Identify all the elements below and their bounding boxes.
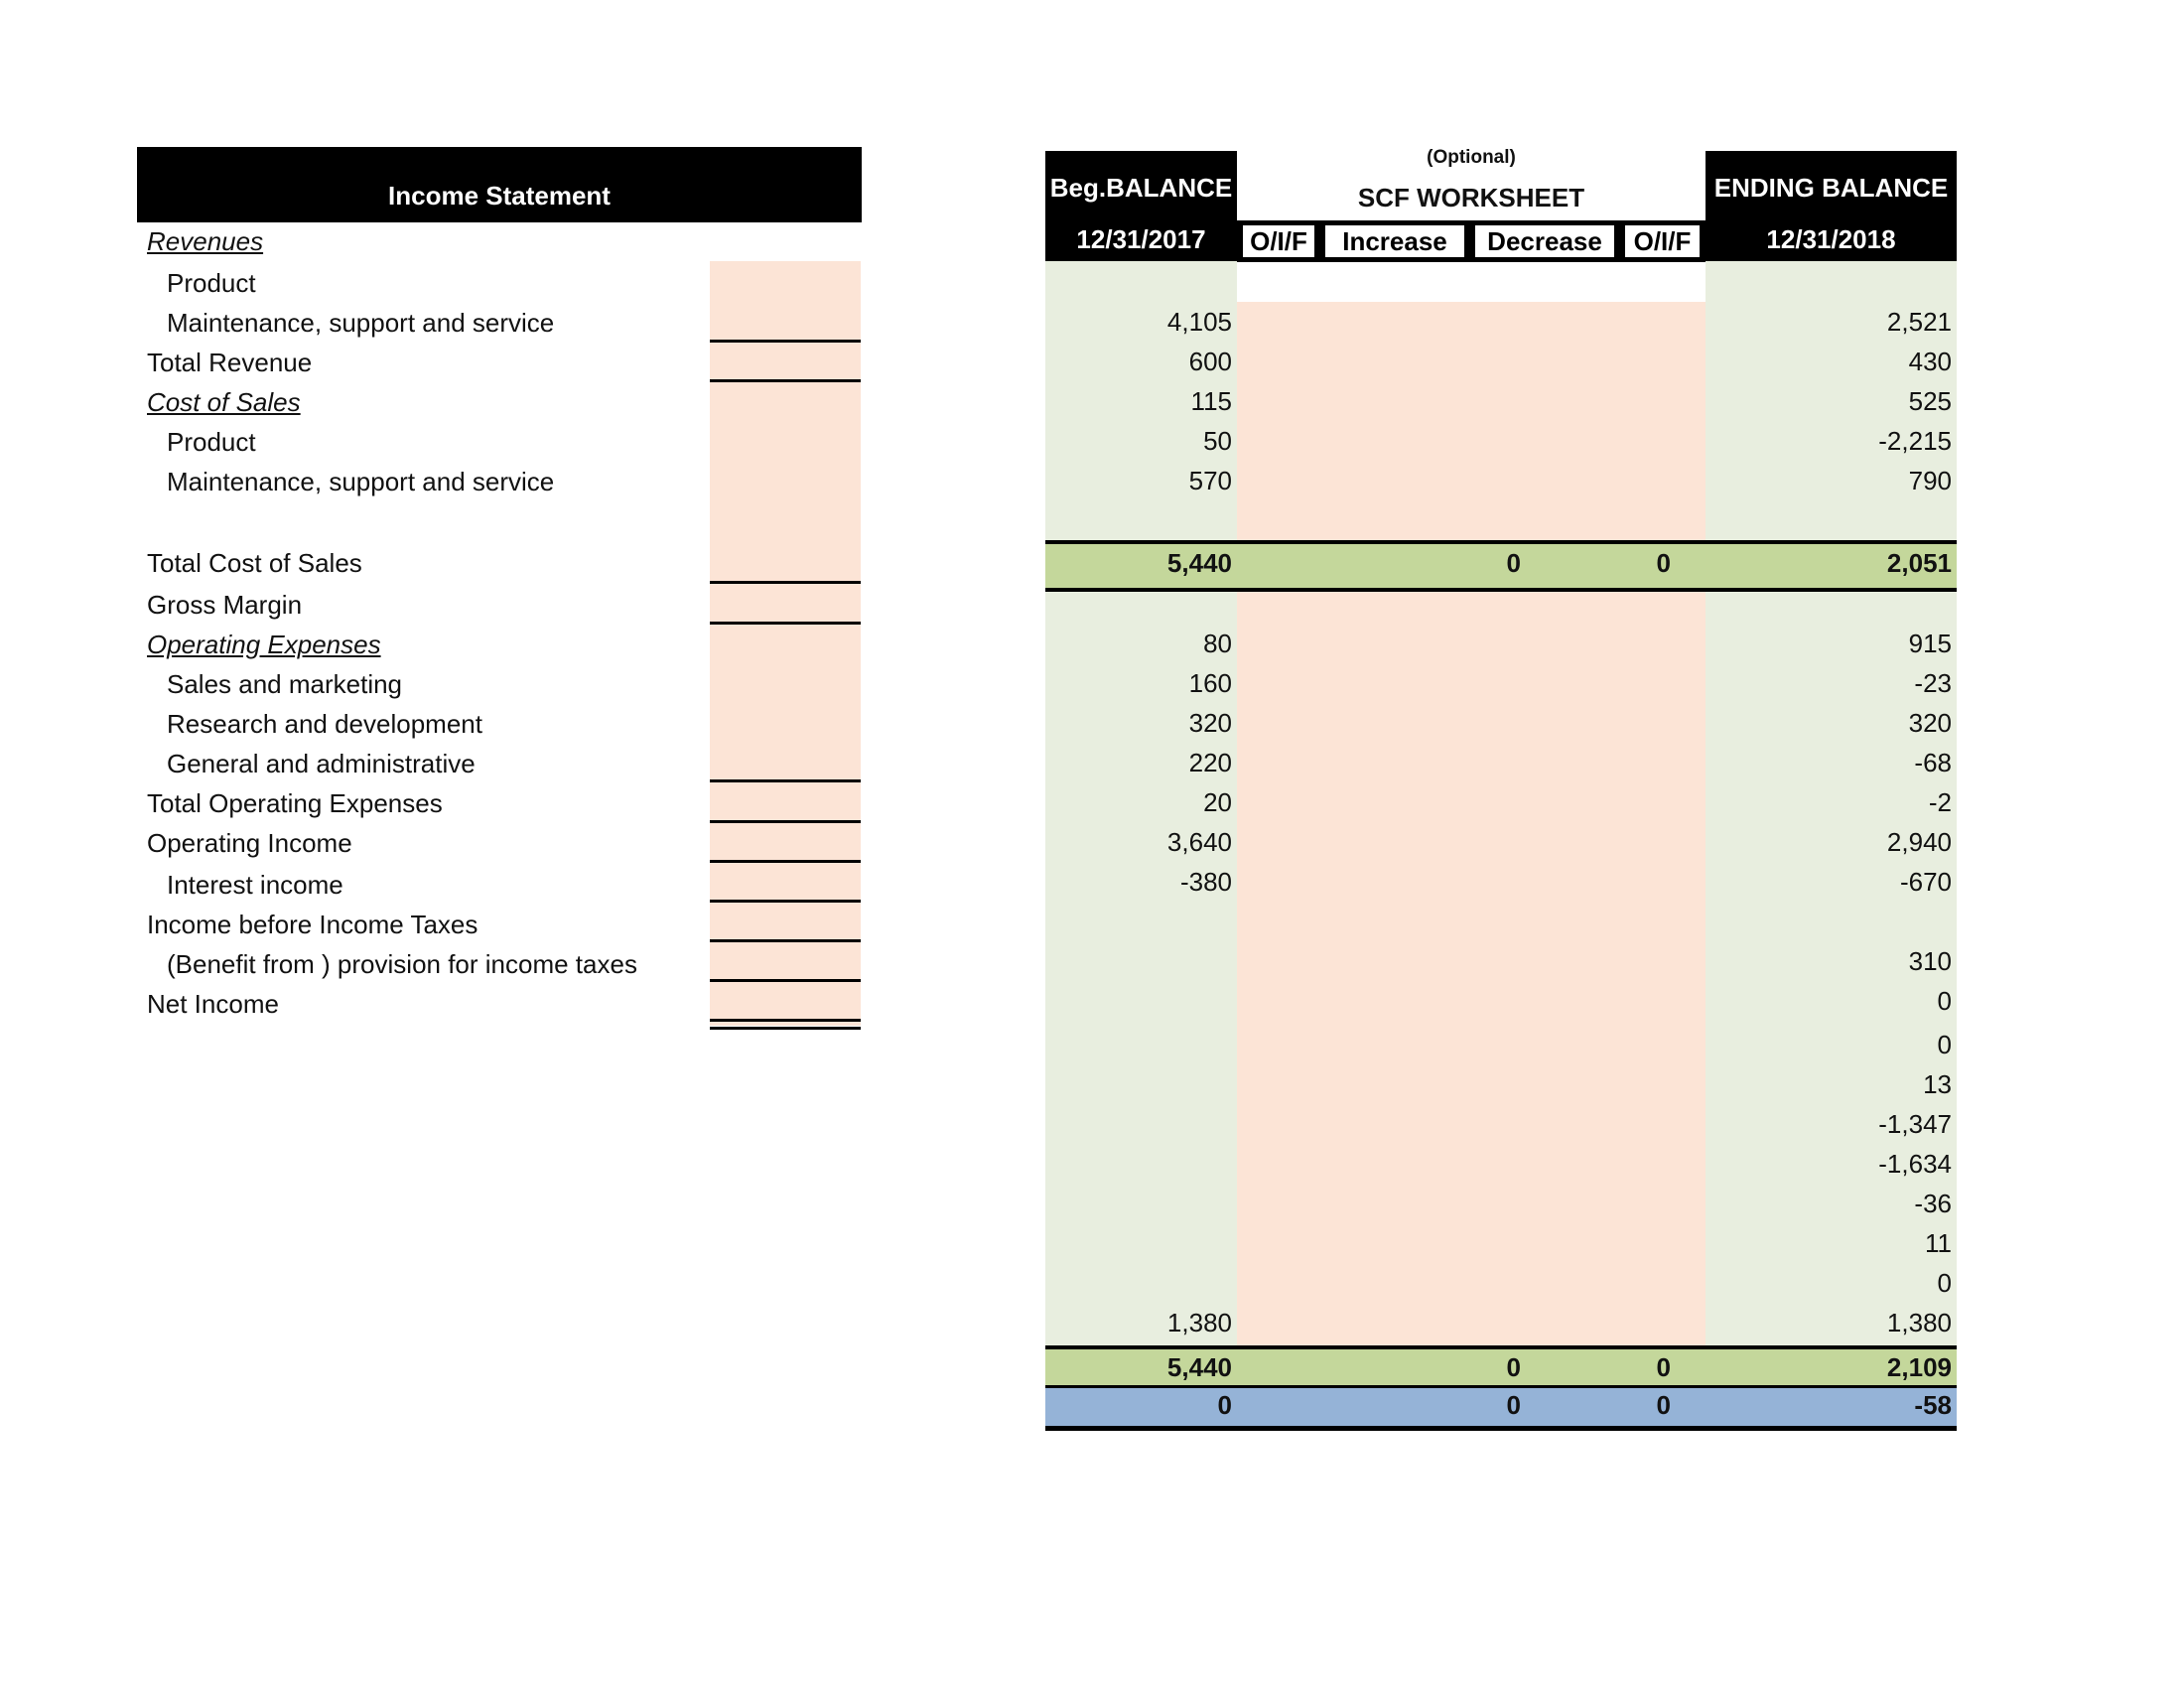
total-beg: 5,440 xyxy=(1166,1352,1232,1382)
income-row-label: Total Operating Expenses xyxy=(147,788,443,818)
col-decrease: Decrease xyxy=(1472,222,1617,260)
beg-balance-label: Beg.BALANCE xyxy=(1049,173,1233,203)
income-row-label: Product xyxy=(167,268,256,298)
total-end: 2,109 xyxy=(1886,1352,1952,1382)
check-end: -58 xyxy=(1914,1390,1952,1420)
subtotal-end: 2,051 xyxy=(1886,548,1952,578)
income-statement-header xyxy=(137,147,862,222)
ending-balance-value: 2,521 xyxy=(1886,307,1952,337)
income-row-label: Research and development xyxy=(167,709,482,739)
ending-balance-value: 11 xyxy=(1925,1228,1952,1258)
adjustments-column[interactable] xyxy=(1237,302,1706,1350)
beg-balance-value: -380 xyxy=(1179,867,1232,897)
input-underline xyxy=(710,820,861,823)
income-row-label: Maintenance, support and service xyxy=(167,308,555,338)
check-increase: 0 xyxy=(1506,1390,1521,1420)
income-statement-title: Income Statement xyxy=(388,181,611,211)
income-row-label: Cost of Sales xyxy=(147,387,301,417)
ending-balance-value: -23 xyxy=(1914,668,1952,698)
ending-balance-value: 320 xyxy=(1908,708,1952,738)
ending-balance-value: -2,215 xyxy=(1878,426,1952,456)
income-row-label: Sales and marketing xyxy=(167,669,403,699)
input-underline xyxy=(710,900,861,903)
ending-balance-value: -68 xyxy=(1914,748,1952,777)
check-decrease: 0 xyxy=(1656,1390,1671,1420)
input-underline xyxy=(710,860,861,863)
input-underline xyxy=(710,939,861,942)
income-row-label: Gross Margin xyxy=(147,590,303,620)
ending-balance-value: 13 xyxy=(1923,1069,1952,1099)
income-row-label: Maintenance, support and service xyxy=(167,467,555,496)
beg-balance-date: 12/31/2017 xyxy=(1076,224,1206,254)
col-increase: Increase xyxy=(1322,222,1467,260)
input-underline xyxy=(710,779,861,782)
ending-balance-value: 790 xyxy=(1908,466,1952,495)
income-row-label: Product xyxy=(167,427,256,457)
ending-balance-value: 0 xyxy=(1937,1030,1952,1059)
beg-balance-value: 115 xyxy=(1190,386,1232,416)
beg-balance-value: 4,105 xyxy=(1166,307,1232,337)
subtotal-decrease: 0 xyxy=(1656,548,1671,578)
income-row-label: Net Income xyxy=(147,989,279,1019)
beg-balance-value: 220 xyxy=(1188,748,1232,777)
beg-balance-header xyxy=(1045,151,1237,261)
ending-balance-value: 1,380 xyxy=(1886,1308,1952,1337)
subtotal-increase: 0 xyxy=(1506,548,1521,578)
ending-balance-value: -36 xyxy=(1914,1189,1952,1218)
income-row-label: Operating Expenses xyxy=(147,630,381,659)
beg-balance-value: 50 xyxy=(1203,426,1232,456)
beg-balance-value: 570 xyxy=(1188,466,1232,495)
income-row-label: Total Cost of Sales xyxy=(147,548,362,578)
ending-balance-value: -2 xyxy=(1928,787,1952,817)
beg-balance-value: 160 xyxy=(1188,668,1232,698)
income-row-label: Revenues xyxy=(147,226,264,256)
subtotal-row xyxy=(1045,540,1957,592)
beg-balance-value: 20 xyxy=(1203,787,1232,817)
ending-balance-value: 2,940 xyxy=(1886,827,1952,857)
ending-balance-header xyxy=(1706,151,1957,261)
income-row-label: Total Revenue xyxy=(147,348,313,377)
optional-label: (Optional) xyxy=(1427,147,1516,168)
input-double-underline xyxy=(710,1027,861,1030)
input-underline xyxy=(710,622,861,625)
col-oif-left: O/I/F xyxy=(1240,222,1317,260)
check-row xyxy=(1045,1385,1957,1431)
ending-balance-value: -1,347 xyxy=(1878,1109,1952,1139)
ending-balance-value: -670 xyxy=(1899,867,1952,897)
ending-balance-label: ENDING BALANCE xyxy=(1713,173,1949,203)
beg-balance-value: 80 xyxy=(1203,629,1232,658)
beg-balance-value: 320 xyxy=(1188,708,1232,738)
income-row-label: Interest income xyxy=(167,870,343,900)
col-oif-right: O/I/F xyxy=(1622,222,1703,260)
input-underline xyxy=(710,581,861,584)
beg-balance-value: 600 xyxy=(1188,347,1232,376)
ending-balance-value: 310 xyxy=(1908,946,1952,976)
ending-balance-value: 915 xyxy=(1908,629,1952,658)
ending-balance-value: -1,634 xyxy=(1878,1149,1952,1179)
ending-balance-value: 0 xyxy=(1937,986,1952,1016)
ending-balance-value: 525 xyxy=(1908,386,1952,416)
input-underline xyxy=(710,379,861,382)
income-row-label: Income before Income Taxes xyxy=(147,910,478,939)
income-row-label: General and administrative xyxy=(167,749,476,778)
income-row-label: Operating Income xyxy=(147,828,352,858)
total-decrease: 0 xyxy=(1656,1352,1671,1382)
beg-balance-value: 3,640 xyxy=(1166,827,1232,857)
ending-balance-value: 0 xyxy=(1937,1268,1952,1298)
check-beg: 0 xyxy=(1217,1390,1232,1420)
adjustments-blank-row xyxy=(1237,262,1706,302)
subtotal-beg: 5,440 xyxy=(1166,548,1232,578)
input-underline xyxy=(710,979,861,982)
income-row-label: (Benefit from ) provision for income taxes xyxy=(167,949,637,979)
input-underline xyxy=(710,1019,861,1022)
income-input-column[interactable] xyxy=(710,261,861,1026)
input-underline xyxy=(710,340,861,343)
total-increase: 0 xyxy=(1506,1352,1521,1382)
ending-balance-date: 12/31/2018 xyxy=(1766,224,1896,254)
ending-balance-value: 430 xyxy=(1908,347,1952,376)
scf-worksheet-title: SCF WORKSHEET xyxy=(1357,183,1585,212)
total-row xyxy=(1045,1345,1957,1389)
beg-balance-value: 1,380 xyxy=(1166,1308,1232,1337)
